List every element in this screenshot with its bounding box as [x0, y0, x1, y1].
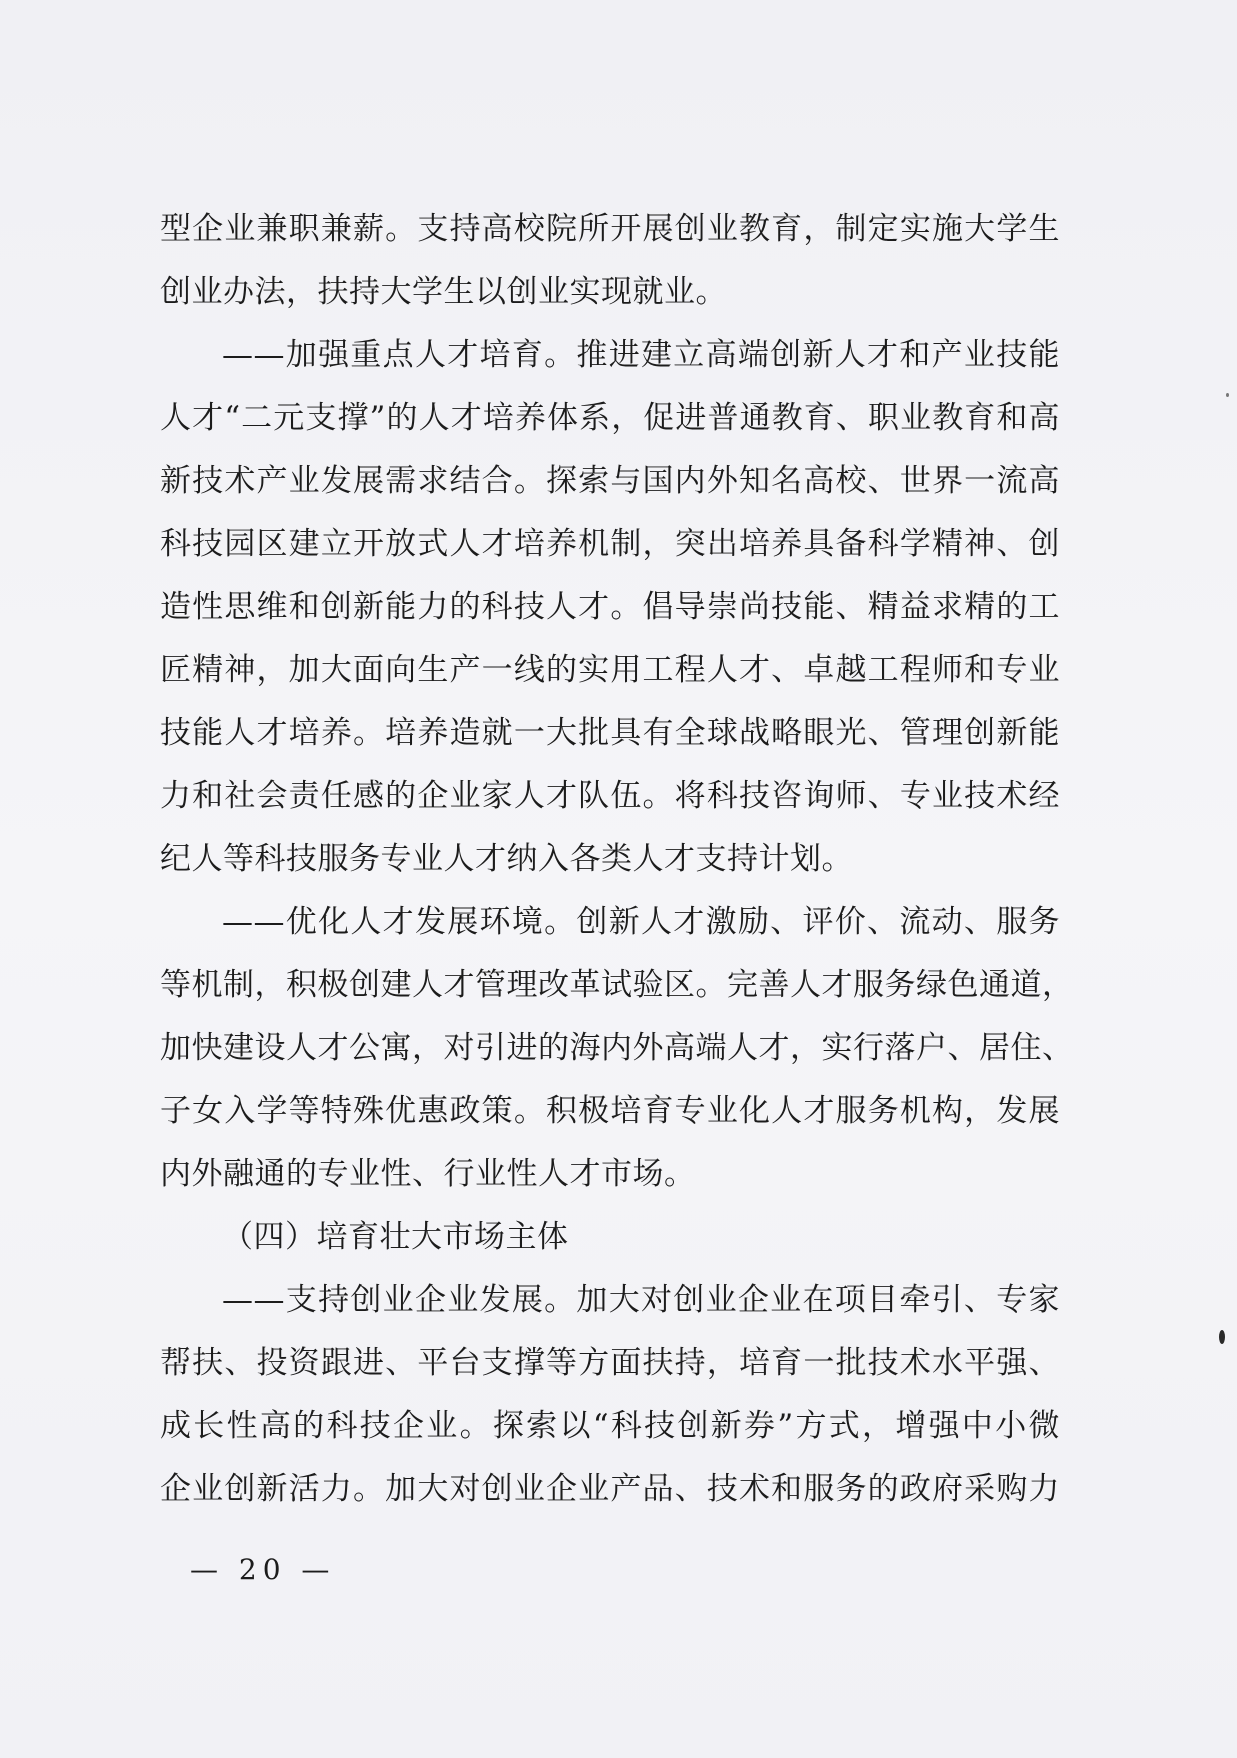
text-line: 技能人才培养。培养造就一大批具有全球战略眼光、管理创新能 [160, 715, 1060, 751]
text-line: 匠精神，加大面向生产一线的实用工程人才、卓越工程师和专业 [160, 652, 1060, 688]
text-line: 人才“二元支撑”的人才培养体系，促进普通教育、职业教育和高 [160, 400, 1060, 436]
text-line: 子女入学等特殊优惠政策。积极培育专业化人才服务机构，发展 [160, 1093, 1060, 1129]
text-line: 内外融通的专业性、行业性人才市场。 [160, 1156, 696, 1192]
scan-speck [1219, 1330, 1225, 1344]
text-line: 加快建设人才公寓，对引进的海内外高端人才，实行落户、居住、 [160, 1030, 1074, 1066]
text-line: 企业创新活力。加大对创业企业产品、技术和服务的政府采购力 [160, 1471, 1060, 1507]
page-number: — 20 — [190, 1553, 336, 1586]
text-line: 成长性高的科技企业。探索以“科技创新券”方式，增强中小微 [160, 1408, 1060, 1444]
text-line: 力和社会责任感的企业家人才队伍。将科技咨询师、专业技术经 [160, 778, 1060, 814]
text-line: 纪人等科技服务专业人才纳入各类人才支持计划。 [160, 841, 853, 877]
body-text [160, 198, 1074, 1521]
text-line: ——加强重点人才培育。推进建立高端创新人才和产业技能 [222, 337, 1060, 373]
text-line: ——支持创业企业发展。加大对创业企业在项目牵引、专家 [222, 1282, 1060, 1318]
text-line: 创业办法，扶持大学生以创业实现就业。 [160, 274, 727, 310]
text-line: 型企业兼职兼薪。支持高校院所开展创业教育，制定实施大学生 [160, 211, 1060, 247]
text-line: 帮扶、投资跟进、平台支撑等方面扶持，培育一批技术水平强、 [160, 1345, 1060, 1381]
text-line: 科技园区建立开放式人才培养机制，突出培养具备科学精神、创 [160, 526, 1060, 562]
text-line: ——优化人才发展环境。创新人才激励、评价、流动、服务 [222, 904, 1060, 940]
section-heading: （四）培育壮大市场主体 [222, 1219, 569, 1255]
text-line: 新技术产业发展需求结合。探索与国内外知名高校、世界一流高 [160, 463, 1060, 499]
scan-speck [1226, 393, 1229, 397]
text-line: 等机制，积极创建人才管理改革试验区。完善人才服务绿色通道， [160, 967, 1074, 1003]
text-line: 造性思维和创新能力的科技人才。倡导崇尚技能、精益求精的工 [160, 589, 1060, 625]
